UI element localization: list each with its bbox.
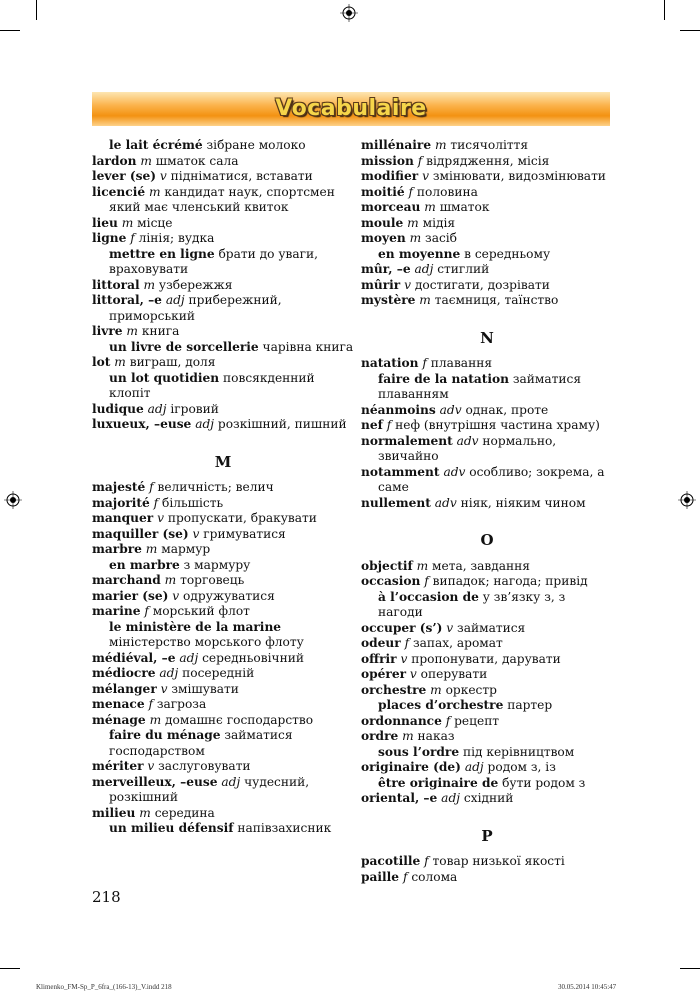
grammar-label: v: [157, 511, 164, 525]
grammar-label: f: [144, 604, 149, 618]
grammar-label: f: [424, 854, 429, 868]
grammar-label: f: [408, 184, 414, 199]
dictionary-entry: [361, 760, 613, 776]
headword: nullement: [361, 495, 431, 510]
dictionary-entry: [92, 542, 354, 558]
headword: licencié: [92, 184, 146, 199]
grammar-label: m: [416, 558, 429, 573]
dictionary-entry: [92, 697, 354, 713]
grammar-label: m: [402, 729, 414, 743]
definition: більшість: [158, 495, 224, 510]
definition: чудесний, розкішний: [109, 774, 310, 804]
dictionary-entry: [92, 682, 354, 698]
definition: таємниця, таїнство: [430, 293, 559, 307]
definition: однак, проте: [461, 402, 549, 417]
dictionary-entry: [92, 759, 354, 775]
grammar-label: f: [149, 480, 154, 494]
section-letter: N: [480, 328, 494, 347]
crop-mark: [680, 30, 700, 31]
grammar-label: v: [404, 277, 411, 292]
registration-mark-icon: [340, 4, 358, 22]
dictionary-entry: [92, 216, 354, 232]
definition: кандидат наук, спортсмен який має членський квиток: [109, 184, 335, 214]
dictionary-entry: [92, 231, 354, 247]
grammar-label: m: [140, 153, 152, 168]
grammar-label: adj: [147, 401, 167, 416]
headword: mûr, –e: [361, 262, 411, 276]
headword: majesté: [92, 480, 146, 494]
headword: littoral, –e: [92, 293, 162, 307]
grammar-label: v: [409, 667, 417, 681]
definition: напівзахисник: [233, 821, 332, 835]
headword: ordonnance: [361, 713, 442, 728]
headword: moitié: [361, 184, 405, 199]
headword: luxueux, –euse: [92, 417, 192, 431]
definition: партер: [503, 698, 553, 712]
registration-mark-icon: [4, 491, 22, 509]
dictionary-entry: [361, 138, 613, 154]
definition: запах, аромат: [409, 636, 503, 650]
definition: займатися плаванням: [378, 371, 582, 401]
grammar-label: v: [147, 759, 155, 773]
headword: ludique: [92, 401, 144, 416]
dictionary-entry: [361, 791, 613, 807]
definition: половина: [413, 184, 478, 199]
dictionary-entry: [361, 216, 613, 232]
right-column: [361, 138, 613, 885]
dictionary-entry: [361, 262, 613, 278]
definition: східний: [460, 791, 514, 805]
grammar-label: f: [148, 697, 153, 711]
headword: lieu: [92, 215, 118, 230]
dictionary-entry: [361, 667, 613, 683]
headword: occuper (s’): [361, 620, 443, 635]
grammar-label: f: [402, 869, 408, 884]
sub-entry: [92, 371, 354, 402]
headword: marier (se): [92, 588, 169, 603]
dictionary-entry: [92, 355, 354, 371]
headword: menace: [92, 697, 145, 711]
dictionary-entry: [92, 713, 354, 729]
registration-mark-icon: [678, 491, 696, 509]
headword: objectif: [361, 558, 413, 573]
headword: marine: [92, 604, 141, 618]
grammar-label: m: [407, 215, 419, 230]
sub-entry: [361, 247, 613, 263]
dictionary-entry: [361, 652, 613, 668]
dictionary-entry: [92, 185, 354, 216]
section-letter: M: [214, 452, 232, 471]
definition: достигати, дозрівати: [411, 277, 550, 292]
definition: плавання: [426, 356, 493, 370]
definition: мідія: [418, 215, 456, 230]
definition: неф (внутрішня частина храму): [391, 418, 600, 432]
section-banner: [92, 92, 610, 126]
definition: посередній: [178, 666, 255, 680]
definition: заслуговувати: [154, 759, 251, 773]
definition: займатися господарством: [109, 728, 293, 758]
grammar-label: m: [409, 231, 422, 245]
dictionary-entry: [92, 666, 354, 682]
dictionary-entry: [361, 465, 613, 496]
definition: займатися: [453, 620, 526, 635]
headword: natation: [361, 356, 419, 370]
headword: ligne: [92, 231, 127, 245]
headword: littoral: [92, 277, 140, 292]
definition: домашнє господарство: [161, 712, 314, 727]
headword: faire de la natation: [378, 371, 510, 386]
sub-entry: [92, 821, 354, 837]
dictionary-entry: [92, 293, 354, 324]
headword: paille: [361, 869, 400, 884]
dictionary-entry: [92, 278, 354, 294]
definition: середньовічний: [198, 650, 304, 665]
grammar-label: v: [422, 169, 429, 183]
definition: торговець: [176, 573, 245, 587]
dictionary-entry: [361, 636, 613, 652]
dictionary-entry: [361, 356, 613, 372]
definition: загроза: [152, 697, 207, 711]
sub-entry: [361, 698, 613, 714]
grammar-label: adj: [179, 650, 199, 665]
dictionary-entry: [92, 775, 354, 806]
definition: середина: [150, 805, 215, 820]
definition: ніяк, ніяким чином: [456, 495, 586, 510]
definition: лінія; вудка: [134, 231, 215, 245]
headword: ordre: [361, 729, 399, 743]
headword: oriental, –e: [361, 791, 438, 805]
crop-mark: [0, 968, 20, 969]
definition: прибережний, приморський: [109, 293, 282, 323]
dictionary-entry: [92, 573, 354, 589]
grammar-label: v: [400, 651, 408, 666]
grammar-label: f: [153, 495, 159, 510]
grammar-label: m: [126, 324, 138, 338]
grammar-label: f: [130, 231, 135, 245]
definition: засіб: [421, 231, 458, 245]
headword: mission: [361, 153, 414, 168]
headword: le lait écrémé: [109, 138, 203, 152]
grammar-label: adj: [414, 262, 434, 276]
dictionary-entry: [92, 511, 354, 527]
grammar-label: adj: [159, 666, 179, 680]
definition: змінювати, видозмінювати: [428, 169, 606, 183]
sub-entry: [92, 558, 354, 574]
definition: нормально, звичайно: [378, 433, 557, 463]
headword: offrir: [361, 651, 397, 666]
dictionary-entry: [92, 324, 354, 340]
headword: moule: [361, 215, 404, 230]
definition: з мармуру: [179, 557, 251, 572]
headword: médiocre: [92, 666, 156, 680]
dictionary-entry: [92, 496, 354, 512]
definition: відрядження, місія: [422, 153, 550, 168]
dictionary-entry: [361, 870, 613, 886]
sub-entry: [92, 728, 354, 759]
crop-mark: [680, 968, 700, 969]
headword: mûrir: [361, 277, 401, 292]
definition: солома: [407, 869, 458, 884]
sub-entry: [92, 340, 354, 356]
headword: originaire (de): [361, 760, 461, 774]
grammar-label: m: [139, 805, 151, 820]
headword: pacotille: [361, 854, 421, 868]
dictionary-entry: [92, 480, 354, 496]
definition: книга: [137, 324, 180, 338]
sub-entry: [361, 745, 613, 761]
definition: мета, завдання: [428, 558, 530, 573]
section-letter: O: [480, 531, 494, 549]
headword: mériter: [92, 759, 144, 773]
dictionary-entry: [361, 200, 613, 216]
dictionary-entry: [92, 651, 354, 667]
grammar-label: adj: [195, 417, 215, 431]
sub-entry: [361, 372, 613, 403]
headword: marchand: [92, 573, 161, 587]
grammar-label: adj: [221, 774, 241, 789]
dictionary-entry: [92, 527, 354, 543]
headword: marbre: [92, 542, 142, 556]
crop-mark: [664, 0, 665, 20]
headword: en moyenne: [378, 246, 461, 261]
dictionary-entry: [92, 806, 354, 822]
left-column: [92, 138, 354, 837]
headword: places d’orchestre: [378, 698, 504, 712]
headword: mettre en ligne: [109, 246, 215, 261]
grammar-label: m: [114, 355, 126, 369]
headword: lardon: [92, 153, 137, 168]
grammar-label: f: [424, 574, 429, 588]
headword: lever (se): [92, 169, 157, 183]
headword: être originaire de: [378, 775, 499, 790]
grammar-label: v: [192, 526, 200, 541]
definition: змішувати: [167, 681, 239, 696]
footer-timestamp: 30.05.2014 10:45:47: [558, 983, 617, 991]
definition: морський флот: [148, 604, 250, 618]
definition: родом з, із: [483, 760, 556, 774]
headword: en marbre: [109, 557, 180, 572]
section-letter: P: [481, 826, 493, 845]
dictionary-entry: [361, 154, 613, 170]
dictionary-entry: [361, 683, 613, 699]
headword: merveilleux, –euse: [92, 774, 218, 789]
dictionary-entry: [361, 278, 613, 294]
definition: випадок; нагода; привід: [428, 574, 588, 588]
headword: notamment: [361, 464, 440, 479]
headword: mélanger: [92, 681, 157, 696]
definition: зібране молоко: [202, 138, 306, 152]
grammar-label: m: [164, 573, 177, 587]
definition: стиглий: [433, 262, 490, 276]
grammar-label: m: [145, 542, 158, 556]
definition: під керівництвом: [459, 744, 575, 759]
grammar-label: v: [172, 588, 180, 603]
definition: в середньому: [460, 246, 551, 261]
definition: шматок сала: [151, 153, 239, 168]
dictionary-entry: [361, 185, 613, 201]
grammar-label: adj: [165, 293, 185, 307]
grammar-label: m: [430, 682, 442, 697]
definition: шматок: [435, 200, 490, 214]
grammar-label: adv: [456, 433, 479, 448]
definition: гримуватися: [199, 526, 286, 541]
dictionary-entry: [92, 589, 354, 605]
definition: місце: [133, 215, 173, 230]
headword: à l’occasion de: [378, 589, 479, 604]
grammar-label: v: [160, 681, 168, 696]
grammar-label: m: [149, 712, 162, 727]
definition: величність; велич: [153, 480, 274, 494]
dictionary-entry: [92, 154, 354, 170]
dictionary-entry: [361, 574, 613, 590]
definition: підніматися, вставати: [166, 169, 313, 183]
headword: milieu: [92, 805, 136, 820]
crop-mark: [36, 0, 37, 20]
headword: néanmoins: [361, 402, 436, 417]
headword: moyen: [361, 231, 406, 245]
grammar-label: adv: [434, 495, 457, 510]
definition: у зв’язку з, з нагоди: [378, 589, 566, 619]
definition: розкішний, пишний: [214, 417, 347, 431]
grammar-label: f: [445, 713, 451, 728]
sub-entry: [92, 138, 354, 154]
headword: occasion: [361, 574, 421, 588]
definition: брати до уваги, враховувати: [109, 246, 319, 276]
grammar-label: adv: [439, 402, 462, 417]
grammar-label: v: [446, 620, 454, 635]
headword: odeur: [361, 636, 401, 650]
definition: пропонувати, дарувати: [407, 651, 561, 666]
definition: узбережжя: [155, 277, 233, 292]
definition: товар низької якості: [428, 854, 565, 868]
dictionary-entry: [92, 402, 354, 418]
dictionary-entry: [361, 418, 613, 434]
headword: majorité: [92, 495, 150, 510]
headword: maquiller (se): [92, 526, 189, 541]
page-title: Vocabulaire: [275, 96, 427, 121]
headword: sous l’ordre: [378, 744, 460, 759]
headword: morceau: [361, 200, 421, 214]
definition: одружуватися: [179, 588, 275, 603]
grammar-label: m: [434, 138, 447, 152]
grammar-label: adj: [464, 760, 484, 774]
headword: mystère: [361, 293, 416, 307]
sub-entry: [361, 590, 613, 621]
headword: un milieu défensif: [109, 821, 234, 835]
grammar-label: f: [404, 636, 410, 650]
dictionary-entry: [92, 417, 354, 433]
headword: lot: [92, 355, 111, 369]
definition: оркестр: [441, 682, 497, 697]
dictionary-entry: [361, 169, 613, 185]
page-number: 218: [92, 888, 121, 906]
dictionary-entry: [361, 854, 613, 870]
headword: millénaire: [361, 138, 432, 152]
dictionary-entry: [361, 293, 613, 309]
dictionary-entry: [361, 434, 613, 465]
definition: міністерство морського флоту: [109, 635, 304, 649]
grammar-label: adj: [441, 791, 461, 805]
dictionary-entry: [361, 496, 613, 512]
definition: повсякденний клопіт: [109, 370, 315, 400]
headword: nef: [361, 418, 383, 432]
dictionary-entry: [92, 604, 354, 620]
sub-entry: [92, 247, 354, 278]
headword: un lot quotidien: [109, 370, 220, 385]
dictionary-entry: [361, 621, 613, 637]
grammar-label: m: [424, 200, 436, 214]
headword: faire du ménage: [109, 728, 221, 742]
dictionary-entry: [361, 729, 613, 745]
definition: пропускати, бракувати: [163, 511, 317, 525]
headword: médiéval, –e: [92, 650, 176, 665]
crop-mark: [0, 30, 20, 31]
headword: ménage: [92, 712, 146, 727]
definition: бути родом з: [498, 775, 586, 790]
definition: особливо; зокрема, а саме: [378, 464, 605, 494]
grammar-label: adv: [443, 464, 466, 479]
headword: normalement: [361, 433, 453, 448]
dictionary-entry: [361, 714, 613, 730]
headword: modifier: [361, 169, 419, 183]
headword: livre: [92, 324, 123, 338]
definition: наказ: [413, 729, 455, 743]
grammar-label: f: [417, 153, 423, 168]
headword: le ministère de la marine: [109, 619, 282, 634]
dictionary-entry: [361, 559, 613, 575]
grammar-label: m: [143, 277, 156, 292]
sub-entry: [361, 776, 613, 792]
grammar-label: f: [422, 356, 427, 370]
footer-filename: Klimenko_FM-Sp_P_6fra_(166-13)_V.indd 218: [36, 983, 172, 991]
definition: ігровий: [166, 401, 219, 416]
definition: тисячоліття: [446, 138, 529, 152]
definition: виграш, доля: [125, 355, 216, 369]
dictionary-entry: [361, 231, 613, 247]
grammar-label: m: [121, 215, 134, 230]
headword: manquer: [92, 511, 154, 525]
headword: orchestre: [361, 682, 427, 697]
definition: чарівна книга: [258, 339, 354, 354]
definition: мармур: [157, 542, 211, 556]
headword: un livre de sorcellerie: [109, 339, 259, 354]
grammar-label: m: [148, 184, 161, 199]
headword: opérer: [361, 667, 407, 681]
definition: рецепт: [450, 713, 500, 728]
dictionary-entry: [92, 169, 354, 185]
grammar-label: v: [159, 169, 167, 183]
grammar-label: m: [419, 293, 431, 307]
grammar-label: f: [386, 418, 392, 432]
sub-entry: [92, 620, 354, 651]
dictionary-entry: [361, 403, 613, 419]
definition: оперувати: [416, 667, 488, 681]
